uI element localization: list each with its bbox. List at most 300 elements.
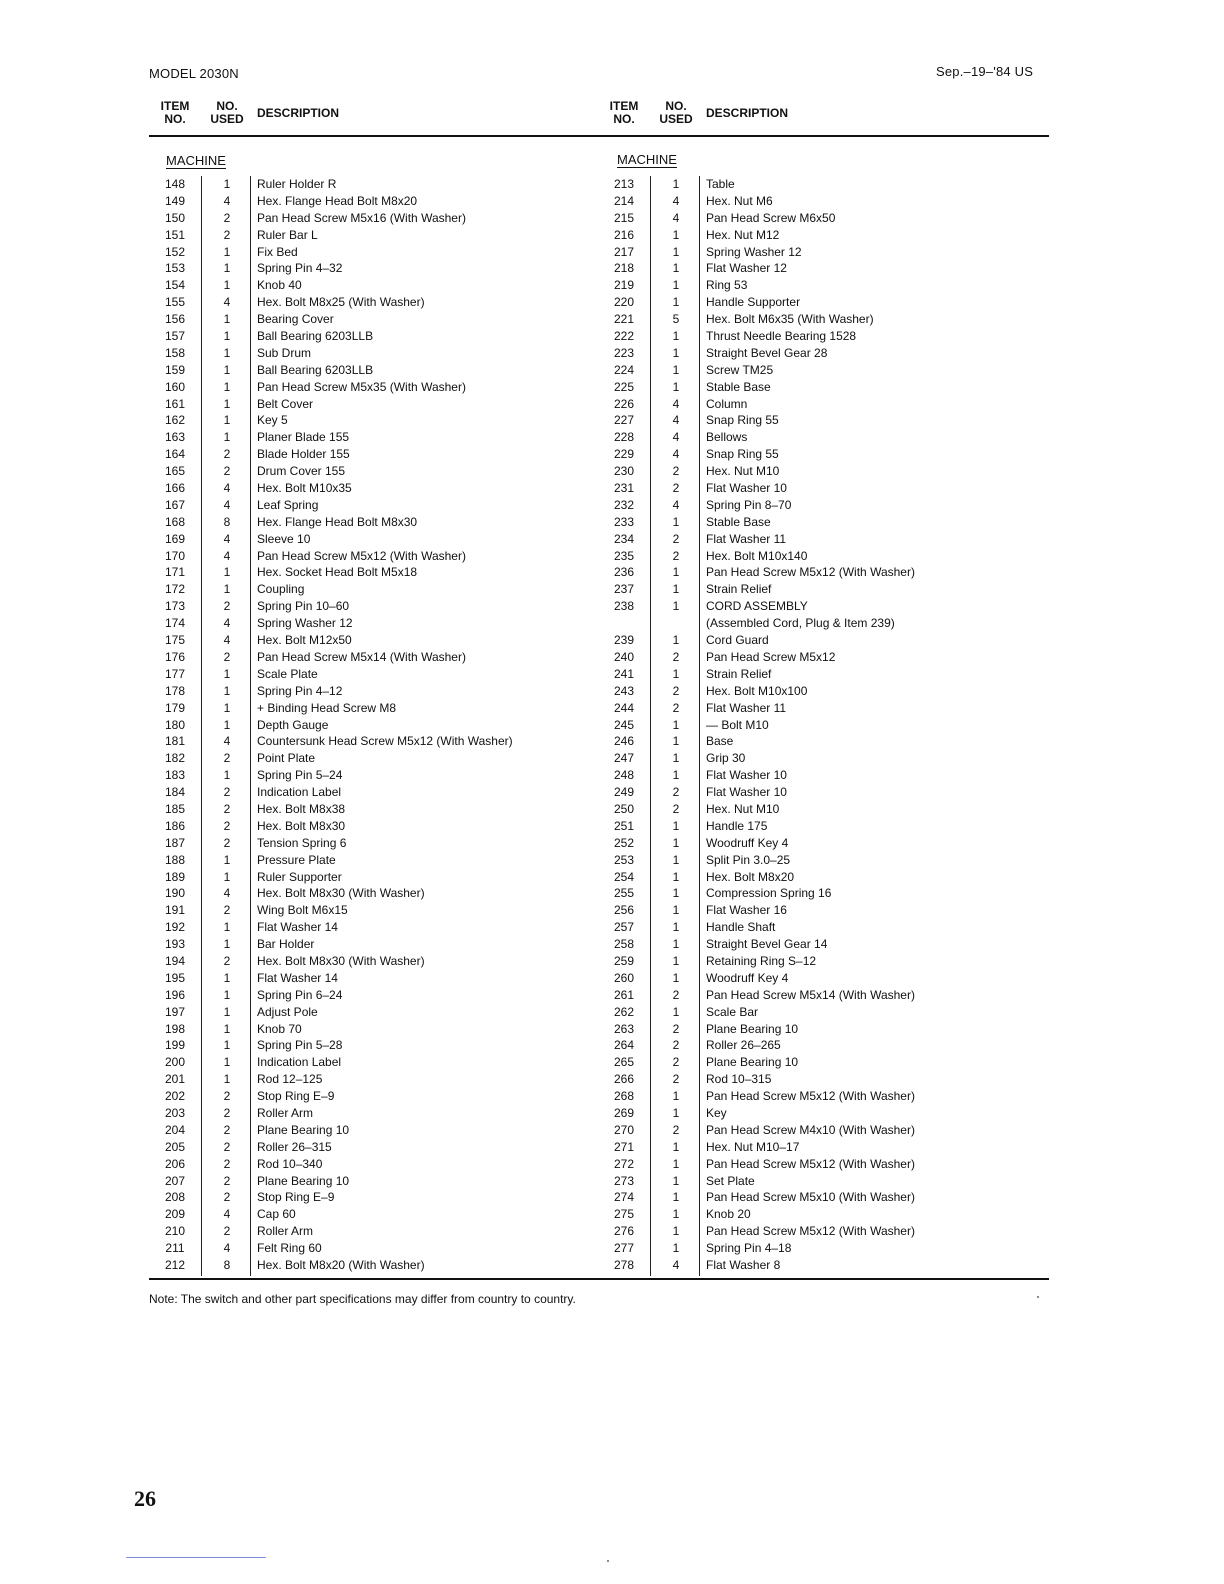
part-description: Compression Spring 16 [706,886,832,901]
item-number: 219 [613,278,635,293]
part-description: Indication Label [257,1055,342,1070]
quantity-used: 1 [223,329,231,344]
quantity-used: 4 [223,734,231,749]
table-row [600,1071,1040,1088]
quantity-used: 1 [223,869,231,884]
table-row [600,818,1040,835]
quantity-used: 2 [223,1122,231,1137]
item-number: 197 [164,1004,186,1019]
table-row [151,564,591,581]
table-row [600,919,1040,936]
part-description: Point Plate [257,751,316,766]
part-description: Tension Spring 6 [257,835,347,850]
quantity-used: 1 [672,869,680,884]
quantity-used: 2 [672,548,680,563]
table-row [151,260,591,277]
part-description: Flat Washer 8 [706,1258,781,1272]
item-number: 253 [613,852,635,867]
item-heading-line1: ITEM [160,99,190,113]
item-number: 241 [613,666,635,681]
footer-line [126,1557,266,1558]
part-description: Hex. Nut M10 [706,464,780,479]
quantity-used: 2 [672,1055,680,1070]
table-row [151,1071,591,1088]
part-description: Hex. Bolt M8x30 (With Washer) [257,886,425,901]
part-description: Spring Pin 6–24 [257,987,343,1002]
part-description: Flat Washer 11 [706,700,787,715]
quantity-used: 1 [223,920,231,935]
part-description: Woodruff Key 4 [706,835,789,850]
item-number: 156 [164,312,186,327]
quantity-used: 1 [672,717,680,732]
item-number: 191 [164,903,186,918]
quantity-used: 1 [672,970,680,985]
quantity-used: 2 [672,1038,680,1053]
item-number: 170 [164,548,186,563]
part-description: Planer Blade 155 [257,430,350,445]
item-number: 277 [613,1241,635,1256]
part-description: Depth Gauge [257,717,329,732]
part-description: Hex. Nut M12 [706,227,780,242]
quantity-used: 2 [223,751,231,766]
table-row [151,615,591,632]
part-description: Base [706,734,734,749]
table-row [600,531,1040,548]
table-row [151,412,591,429]
table-row [151,1240,591,1257]
item-number: 153 [164,261,186,276]
table-row [600,649,1040,666]
part-description: Scale Bar [706,1004,759,1019]
part-description: Coupling [257,582,305,597]
item-number: 235 [613,548,635,563]
table-row [151,750,591,767]
item-number: 218 [613,261,635,276]
quantity-used: 1 [672,937,680,952]
quantity-used: 2 [223,210,231,225]
part-description: Knob 40 [257,278,302,293]
table-row [600,717,1040,734]
part-description: Sub Drum [257,345,312,360]
quantity-used: 2 [672,1122,680,1137]
part-description: Plane Bearing 10 [257,1173,350,1188]
item-number: 207 [164,1173,186,1188]
item-number: 210 [164,1224,186,1239]
item-number: 234 [613,531,635,546]
table-row [600,902,1040,919]
quantity-used: 2 [223,1173,231,1188]
used-heading-line2: USED [659,112,693,126]
part-description: Spring Pin 10–60 [257,599,350,614]
item-number: 247 [613,751,635,766]
quantity-used: 1 [672,818,680,833]
part-description: Spring Pin 4–32 [257,261,343,276]
item-number: 256 [613,903,635,918]
quantity-used: 1 [223,852,231,867]
quantity-used: 2 [223,1224,231,1239]
model-label: MODEL 2030N [149,66,239,81]
quantity-used: 2 [223,1105,231,1120]
table-row [600,480,1040,497]
item-number: 276 [613,1224,635,1239]
part-description: Hex. Bolt M8x30 (With Washer) [257,953,425,968]
quantity-used: 1 [672,903,680,918]
table-row [600,277,1040,294]
item-number: 205 [164,1139,186,1154]
table-row [151,700,591,717]
table-row [600,1156,1040,1173]
item-number: 186 [164,818,186,833]
item-number: 217 [613,244,635,259]
right-parts-table [600,176,1040,1274]
item-number: 264 [613,1038,635,1053]
quantity-used: 1 [223,261,231,276]
part-description: Flat Washer 10 [706,481,787,496]
part-description: Pan Head Screw M5x35 (With Washer) [257,379,466,394]
table-row [151,1173,591,1190]
table-row [151,953,591,970]
table-row [151,649,591,666]
part-description: Flat Washer 10 [706,768,787,783]
quantity-used: 2 [223,447,231,462]
table-row [151,801,591,818]
quantity-used: 2 [672,531,680,546]
quantity-used: 4 [223,295,231,310]
table-row [600,193,1040,210]
part-description: Key 5 [257,413,288,428]
table-row [600,564,1040,581]
part-description: Scale Plate [257,666,318,681]
quantity-used: 2 [223,818,231,833]
date-label: Sep.–19–'84 US [936,64,1034,79]
part-description: Ruler Bar L [257,227,318,242]
table-row [151,581,591,598]
table-row [151,244,591,261]
item-number: 236 [613,565,635,580]
item-number: 238 [613,599,635,614]
quantity-used: 1 [223,1021,231,1036]
right-section-label: MACHINE [617,152,677,167]
quantity-used: 2 [672,700,680,715]
table-row [151,835,591,852]
table-row [151,531,591,548]
part-description: Pan Head Screw M4x10 (With Washer) [706,1122,915,1137]
quantity-used: 1 [223,1004,231,1019]
quantity-used: 1 [672,751,680,766]
quantity-used: 2 [223,1089,231,1104]
quantity-used: 1 [223,717,231,732]
item-number: 149 [164,193,186,208]
table-row [151,1156,591,1173]
part-description: Ruler Supporter [257,869,342,884]
table-row [151,1105,591,1122]
item-number: 184 [164,785,186,800]
table-row [600,446,1040,463]
table-row [151,885,591,902]
table-row [600,936,1040,953]
quantity-used: 1 [223,312,231,327]
quantity-used: 1 [672,1207,680,1222]
part-description: Table [706,177,735,191]
item-number: 250 [613,801,635,816]
table-row [600,328,1040,345]
table-row [151,1021,591,1038]
left-parts-table [151,176,591,1274]
item-number: 233 [613,514,635,529]
item-no-heading [600,100,648,126]
table-row [600,784,1040,801]
item-number: 220 [613,295,635,310]
quantity-used: 1 [223,396,231,411]
table-row [600,683,1040,700]
quantity-used: 4 [672,1258,680,1272]
item-number: 255 [613,886,635,901]
left-column-headings [151,100,571,132]
item-number: 273 [613,1173,635,1188]
quantity-used: 1 [223,768,231,783]
quantity-used: 1 [672,1105,680,1120]
part-description: Hex. Bolt M10x35 [257,481,352,496]
quantity-used: 1 [672,920,680,935]
part-description: Roller Arm [257,1105,314,1120]
item-number: 275 [613,1207,635,1222]
quantity-used: 2 [672,649,680,664]
table-row [600,260,1040,277]
item-number: 169 [164,531,186,546]
item-number: 261 [613,987,635,1002]
table-row [600,176,1040,193]
table-row [151,784,591,801]
table-row [600,1257,1040,1274]
quantity-used: 1 [672,599,680,614]
item-number: 176 [164,649,186,664]
part-description: Hex. Bolt M8x38 [257,801,346,816]
table-row [151,497,591,514]
part-description: Hex. Nut M10–17 [706,1139,800,1154]
quantity-used: 2 [223,801,231,816]
quantity-used: 1 [223,582,231,597]
table-row [600,244,1040,261]
part-description: (Assembled Cord, Plug & Item 239) [706,616,895,631]
part-description: Retaining Ring S–12 [706,953,817,968]
quantity-used: 1 [672,768,680,783]
item-heading-line2: NO. [164,112,186,126]
quantity-used: 4 [672,396,680,411]
quantity-used: 2 [672,1072,680,1087]
table-row [151,902,591,919]
part-description: Handle Shaft [706,920,776,935]
item-number: 215 [613,210,635,225]
part-description: Sleeve 10 [257,531,311,546]
part-description: Spring Pin 5–28 [257,1038,343,1053]
part-description: Flat Washer 14 [257,920,338,935]
quantity-used: 8 [223,514,231,529]
table-row [151,1257,591,1274]
item-number: 226 [613,396,635,411]
table-row [151,1189,591,1206]
part-description: Ring 53 [706,278,748,293]
item-number: 192 [164,920,186,935]
note-text: Note: The switch and other part specifications may differ from country to country. [149,1292,576,1306]
part-description: Ball Bearing 6203LLB [257,362,374,377]
item-number: 158 [164,345,186,360]
quantity-used: 4 [223,616,231,631]
item-number: 164 [164,447,186,462]
part-description: Felt Ring 60 [257,1241,322,1256]
item-number: 278 [613,1258,635,1272]
item-number: 179 [164,700,186,715]
table-row [151,936,591,953]
item-number: 174 [164,616,186,631]
no-used-heading [203,100,251,126]
table-row [600,362,1040,379]
item-number: 200 [164,1055,186,1070]
quantity-used: 1 [223,666,231,681]
table-row [600,311,1040,328]
table-row [151,919,591,936]
item-number: 225 [613,379,635,394]
part-description: Wing Bolt M6x15 [257,903,348,918]
item-number: 162 [164,413,186,428]
table-row [600,1021,1040,1038]
table-row [600,1139,1040,1156]
part-description: Pan Head Screw M5x10 (With Washer) [706,1190,915,1205]
item-number: 152 [164,244,186,259]
item-number: 232 [613,497,635,512]
quantity-used: 1 [672,227,680,242]
item-number: 263 [613,1021,635,1036]
item-number: 198 [164,1021,186,1036]
quantity-used: 2 [223,835,231,850]
item-number: 185 [164,801,186,816]
table-row [151,717,591,734]
quantity-used: 2 [223,785,231,800]
item-number: 157 [164,329,186,344]
part-description: Flat Washer 14 [257,970,338,985]
used-heading-line1: NO. [216,99,238,113]
quantity-used: 2 [672,481,680,496]
part-description: Hex. Bolt M8x25 (With Washer) [257,295,425,310]
quantity-used: 2 [672,683,680,698]
table-row [151,396,591,413]
part-description: Thrust Needle Bearing 1528 [706,329,857,344]
table-row [151,632,591,649]
table-row [600,463,1040,480]
part-description: Hex. Bolt M6x35 (With Washer) [706,312,874,327]
item-number: 203 [164,1105,186,1120]
quantity-used: 1 [672,177,680,191]
table-row [151,1206,591,1223]
part-description: Bearing Cover [257,312,334,327]
item-number: 227 [613,413,635,428]
quantity-used: 1 [672,852,680,867]
speck [1037,1296,1039,1298]
table-row [600,1122,1040,1139]
item-number: 166 [164,481,186,496]
table-row [600,700,1040,717]
table-row [151,548,591,565]
quantity-used: 1 [672,1241,680,1256]
quantity-used: 4 [672,447,680,462]
table-row [600,733,1040,750]
quantity-used: 1 [223,1055,231,1070]
table-row [600,1105,1040,1122]
table-row [151,852,591,869]
quantity-used: 1 [672,514,680,529]
quantity-used: 1 [223,244,231,259]
part-description: Cord Guard [706,633,769,648]
quantity-used: 1 [223,1072,231,1087]
part-description: Bar Holder [257,937,315,952]
item-number: 195 [164,970,186,985]
table-row [600,345,1040,362]
table-row [600,767,1040,784]
table-row [600,1189,1040,1206]
quantity-used: 1 [223,970,231,985]
item-number: 165 [164,464,186,479]
quantity-used: 1 [223,413,231,428]
part-description: Flat Washer 16 [706,903,787,918]
part-description: Key [706,1105,727,1120]
quantity-used: 2 [223,227,231,242]
quantity-used: 2 [672,464,680,479]
item-number: 187 [164,835,186,850]
quantity-used: 4 [223,497,231,512]
item-number: 243 [613,683,635,698]
item-number: 224 [613,362,635,377]
item-number: 171 [164,565,186,580]
quantity-used: 2 [223,953,231,968]
table-row [151,480,591,497]
table-row [151,277,591,294]
table-row [600,1054,1040,1071]
part-description: Hex. Bolt M10x140 [706,548,808,563]
part-description: Screw TM25 [706,362,774,377]
part-description: Stop Ring E–9 [257,1089,335,1104]
part-description: Rod 10–315 [706,1072,772,1087]
item-number: 266 [613,1072,635,1087]
table-row [600,750,1040,767]
part-description: Flat Washer 10 [706,785,787,800]
part-description: Hex. Bolt M8x20 [706,869,795,884]
item-number: 221 [613,312,635,327]
part-description: Grip 30 [706,751,746,766]
item-number: 245 [613,717,635,732]
table-row [151,210,591,227]
table-row [600,1004,1040,1021]
table-row [600,429,1040,446]
table-row [151,869,591,886]
table-row [600,970,1040,987]
table-row [151,227,591,244]
item-heading-line1: ITEM [609,99,639,113]
table-row [600,801,1040,818]
description-heading: DESCRIPTION [257,106,340,120]
table-row [151,1054,591,1071]
item-number: 150 [164,210,186,225]
item-number: 258 [613,937,635,952]
table-row [600,852,1040,869]
table-row [600,953,1040,970]
table-row [151,598,591,615]
table-row [151,1223,591,1240]
quantity-used: 4 [223,548,231,563]
quantity-used: 4 [672,413,680,428]
quantity-used: 1 [672,244,680,259]
quantity-used: 1 [223,1038,231,1053]
quantity-used: 1 [672,666,680,681]
item-number: 163 [164,430,186,445]
